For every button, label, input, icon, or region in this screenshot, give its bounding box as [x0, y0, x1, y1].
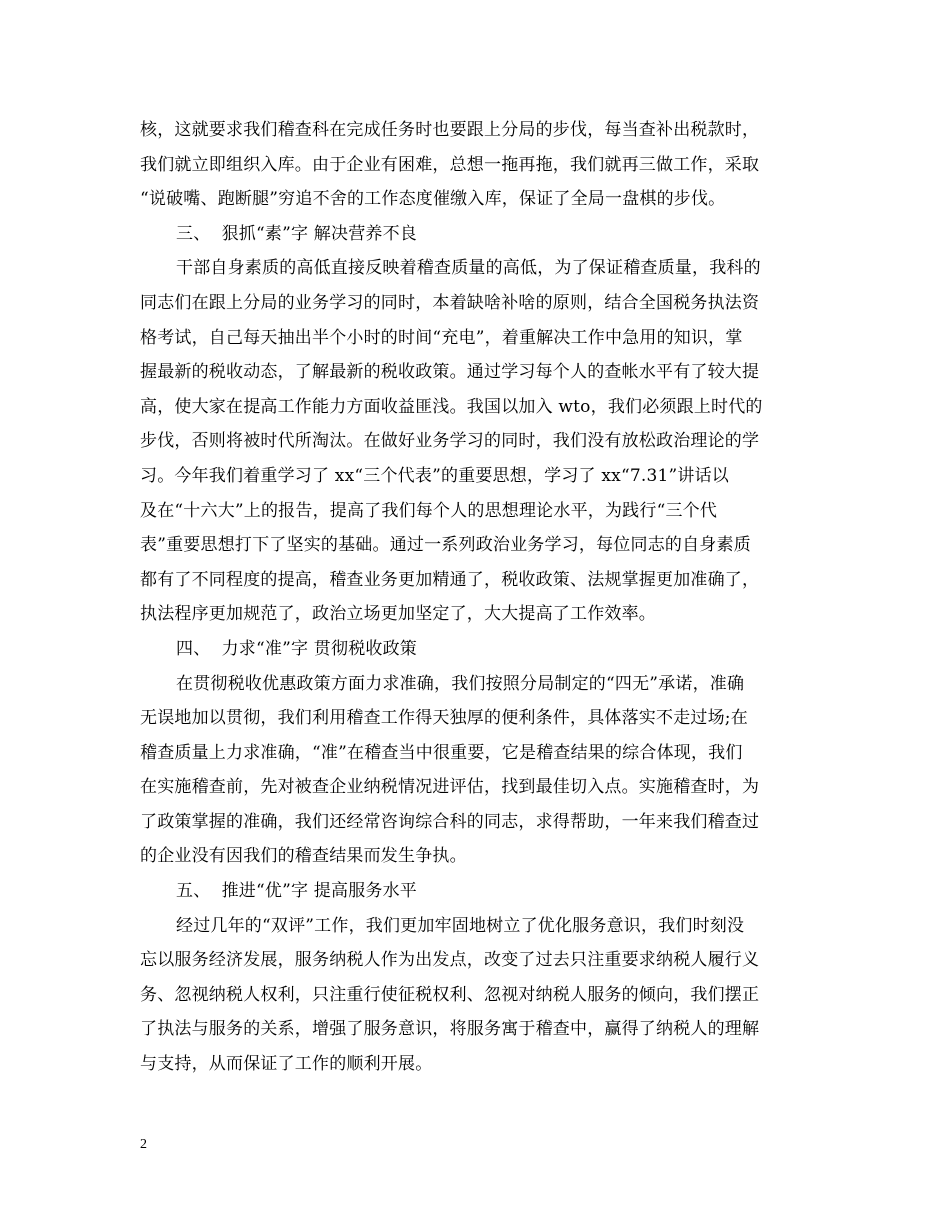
text-line: 了政策掌握的准确，我们还经常咨询综合科的同志，求得帮助，一年来我们稽查过 [140, 811, 760, 832]
text-line: 五、 推进“优”字 提高服务水平 [176, 881, 417, 902]
text-line: 无误地加以贯彻，我们利用稽查工作得天独厚的便利条件，具体落实不走过场;在 [140, 708, 748, 729]
text-line: 干部自身素质的高低直接反映着稽查质量的高低，为了保证稽查质量，我科的 [176, 258, 761, 279]
text-line: 经过几年的“双评”工作，我们更加牢固地树立了优化服务意识，我们时刻没 [176, 915, 745, 936]
text-line: 与支持，从而保证了工作的顺利开展。 [140, 1054, 433, 1075]
text-line: 的企业没有因我们的稽查结果而发生争执。 [140, 846, 467, 867]
text-line: 核，这就要求我们稽查科在完成任务时也要跟上分局的步伐，每当查补出税款时， [140, 120, 760, 140]
text-line: 了执法与服务的关系，增强了服务意识，将服务寓于稽查中，赢得了纳税人的理解 [140, 1019, 760, 1040]
text-line: 步伐，否则将被时代所淘汰。在做好业务学习的同时，我们没有放松政治理论的学 [140, 431, 760, 452]
text-line: 四、 力求“准”字 贯彻税收政策 [176, 638, 417, 659]
text-line: 及在“十六大”上的报告，提高了我们每个人的思想理论水平，为践行“三个代 [140, 500, 718, 521]
text-line: 三、 狠抓“素”字 解决营养不良 [176, 223, 417, 244]
text-line: 表”重要思想打下了坚实的基础。通过一系列政治业务学习，每位同志的自身素质 [140, 535, 751, 556]
body-text [140, 113, 810, 1082]
page-number: 2 [140, 1137, 147, 1152]
text-line: 高，使大家在提高工作能力方面收益匪浅。我国以加入 wto，我们必须跟上时代的 [140, 396, 763, 417]
text-line: 在贯彻税收优惠政策方面力求准确，我们按照分局制定的“四无”承诺，准确 [176, 673, 745, 694]
text-line: 务、忽视纳税人权利，只注重行使征税权利、忽视对纳税人服务的倾向，我们摆正 [140, 984, 760, 1005]
text-line: 在实施稽查前，先对被查企业纳税情况进评估，找到最佳切入点。实施稽查时，为 [140, 777, 760, 798]
text-line: 忘以服务经济发展，服务纳税人作为出发点，改变了过去只注重要求纳税人履行义 [140, 950, 760, 971]
text-line: 都有了不同程度的提高，稽查业务更加精通了，税收政策、法规掌握更加准确了， [140, 569, 760, 590]
text-line: 握最新的税收动态，了解最新的税收政策。通过学习每个人的查帐水平有了较大提 [140, 362, 760, 383]
text-line: 同志们在跟上分局的业务学习的同时，本着缺啥补啥的原则，结合全国税务执法资 [140, 292, 760, 313]
text-line: 执法程序更加规范了，政治立场更加坚定了，大大提高了工作效率。 [140, 604, 656, 625]
text-line: 我们就立即组织入库。由于企业有困难，总想一拖再拖，我们就再三做工作，采取 [140, 154, 760, 175]
text-line: 格考试，自己每天抽出半个小时的时间“充电”，着重解决工作中急用的知识，掌 [140, 327, 743, 348]
text-line: 稽查质量上力求准确，“准”在稽查当中很重要，它是稽查结果的综合体现，我们 [140, 742, 743, 763]
text-line: “说破嘴、跑断腿”穷追不舍的工作态度催缴入库，保证了全局一盘棋的步伐。 [140, 189, 726, 210]
text-line: 习。今年我们着重学习了 xx“三个代表”的重要思想，学习了 xx“7.31”讲话以 [140, 465, 729, 486]
